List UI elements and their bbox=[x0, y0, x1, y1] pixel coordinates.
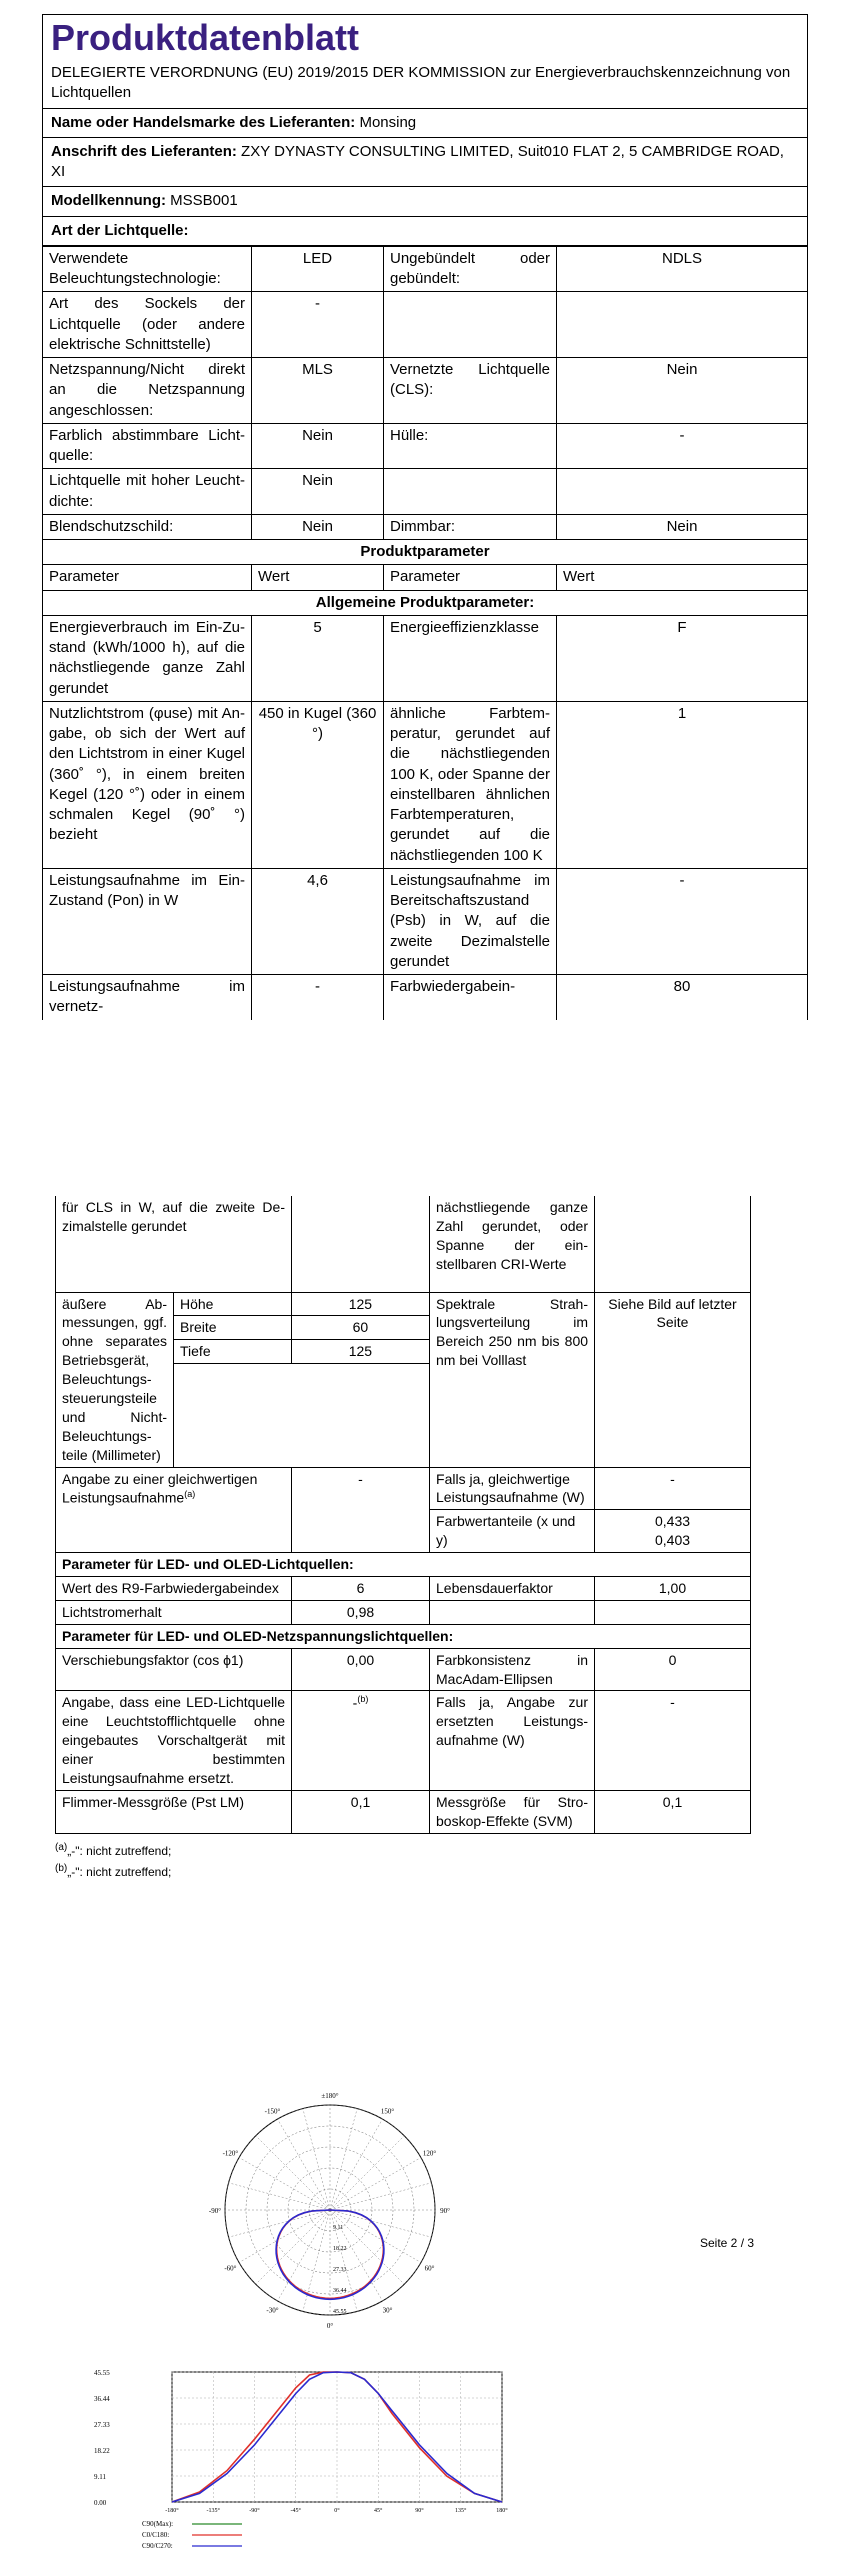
cell-v2: NDLS bbox=[557, 246, 808, 292]
chromaticity-value: 0,433 0,403 bbox=[595, 1510, 751, 1553]
table-row bbox=[43, 615, 808, 701]
angle-label: ±180° bbox=[321, 2092, 339, 2100]
legend-label: C0/C180: bbox=[142, 2531, 170, 2539]
footnote-ref: (b) bbox=[357, 1694, 369, 1705]
spectral-label: Spektrale Strahlungsverteilung im Bereich 250 nm bis 800 nm bei Volllast bbox=[430, 1292, 595, 1467]
section-led-params: Parameter für LED- und OLED-Lichtquellen: bbox=[56, 1553, 751, 1577]
radial-label: 36.44 bbox=[333, 2288, 347, 2294]
dims-value: 125 bbox=[291, 1293, 429, 1316]
cell-v2 bbox=[557, 469, 808, 515]
table-row bbox=[43, 975, 808, 1020]
table-row bbox=[56, 1691, 751, 1790]
cell-v2 bbox=[595, 1600, 751, 1624]
cell-v1: MLS bbox=[252, 358, 384, 424]
cell-l1: Leistungsaufnahme im vernetz- bbox=[43, 975, 252, 1020]
section-mains-params: Parameter für LED- und OLED-Netzspannungslichtquellen: bbox=[56, 1624, 751, 1648]
polar-spoke bbox=[330, 2210, 421, 2263]
angle-label: -30° bbox=[266, 2306, 279, 2315]
table-row bbox=[56, 1600, 751, 1624]
cell-v1: 6 bbox=[292, 1576, 430, 1600]
cell-l2 bbox=[384, 292, 557, 358]
dims-table bbox=[174, 1293, 429, 1365]
polar-spoke bbox=[303, 2109, 330, 2210]
table-row bbox=[43, 292, 808, 358]
cell-l1: Nutzlichtstrom (φuse) mit Angabe, ob sich der Wert auf den Lichtstrom in einer Kugel (360˚ °), in einem breiten Kegel (120 °˚) oder in einem schmalen Kegel (90˚ °) bezieht bbox=[43, 701, 252, 868]
cell-v1: 4,6 bbox=[252, 868, 384, 974]
legend-label: C90(Max): bbox=[142, 2520, 174, 2528]
x-tick-label: -135° bbox=[206, 2508, 220, 2514]
polar-spoke bbox=[239, 2210, 330, 2263]
datasheet-page-1 bbox=[42, 14, 808, 1020]
supplier-address-row bbox=[42, 138, 808, 188]
polar-spoke bbox=[229, 2183, 330, 2210]
section-light-source-type: Art der Lichtquelle: bbox=[42, 217, 808, 246]
cell-v2 bbox=[557, 292, 808, 358]
page-title: Produktdatenblatt bbox=[42, 14, 808, 59]
x-tick-label: 0° bbox=[334, 2508, 340, 2514]
polar-spoke bbox=[330, 2109, 357, 2210]
cell-l2: Farbkonsistenz in MacAdam-Ellipsen bbox=[430, 1648, 595, 1691]
x-tick-label: 135° bbox=[455, 2508, 467, 2514]
supplier-name-label: Name oder Handelsmarke des Lieferanten: bbox=[51, 113, 356, 131]
cell-l1: Flimmer-Messgröße (Pst LM) bbox=[56, 1790, 292, 1833]
cell-l2: Vernetzte Lichtquelle (CLS): bbox=[384, 358, 557, 424]
cell-l1: Art des Sockels der Lichtquelle (oder andere elektrische Schnittstelle) bbox=[43, 292, 252, 358]
table-row bbox=[43, 423, 808, 469]
table-row bbox=[56, 1576, 751, 1600]
equiv-label: Angabe zu einer gleichwertigen Leistungsaufnahme$^{(a)}$ bbox=[56, 1467, 292, 1553]
cell-v1: 0,00 bbox=[292, 1648, 430, 1691]
x-tick-label: -90° bbox=[249, 2508, 260, 2514]
cell-l1: Blendschutzschild: bbox=[43, 514, 252, 539]
angle-label: 90° bbox=[440, 2207, 450, 2215]
regulation-text: DELEGIERTE VERORDNUNG (EU) 2019/2015 DER KOMMISSION zur Energieverbrauchskennzeichnung von Lichtquellen bbox=[42, 59, 808, 109]
cell-v1: -$^{(b)}$ bbox=[292, 1691, 430, 1790]
y-tick-label: 0.00 bbox=[94, 2499, 107, 2507]
cell-v1: 0,1 bbox=[292, 1790, 430, 1833]
model-value: MSSB001 bbox=[170, 192, 238, 210]
chromaticity-label: Farbwertanteile (x und y) bbox=[430, 1510, 595, 1553]
cell-l1: Energieverbrauch im Ein-Zustand (kWh/1000 h), auf die nächstliegende ganze Zahl gerundet bbox=[43, 615, 252, 701]
cell-l2: Dimmbar: bbox=[384, 514, 557, 539]
cell-l2: Farbwiedergabein- bbox=[384, 975, 557, 1020]
equiv-power-label: Falls ja, gleichwertige Leistungsaufnahme (W) bbox=[430, 1467, 595, 1510]
supplier-name: Monsing bbox=[359, 113, 417, 131]
radial-label: 18.22 bbox=[333, 2246, 347, 2252]
head-value-1: Wert bbox=[252, 565, 384, 590]
cell-v1: - bbox=[252, 975, 384, 1020]
angle-label: 120° bbox=[422, 2149, 437, 2158]
angle-label: 30° bbox=[382, 2306, 393, 2315]
cell-l1: Farblich abstimmbare Lichtquelle: bbox=[43, 423, 252, 469]
dims-row bbox=[174, 1340, 429, 1364]
cell-v2: Nein bbox=[557, 514, 808, 539]
table-row bbox=[43, 514, 808, 539]
cell-v1: Nein bbox=[252, 423, 384, 469]
model-label: Modellkennung: bbox=[51, 192, 166, 210]
cell-v1: Nein bbox=[252, 514, 384, 539]
type-table bbox=[42, 246, 808, 1020]
table-row bbox=[43, 868, 808, 974]
angle-label: -90° bbox=[208, 2207, 222, 2215]
section-product-params: Produktparameter bbox=[43, 540, 808, 565]
cell-l2: ähnliche Farbtemperatur, gerundet auf die nächstliegenden 100 K, oder Spanne der einstellbaren ähnlichen Farbtemperaturen, gerundet auf die nächstliegenden 100 K bbox=[384, 701, 557, 868]
angle-label: 60° bbox=[424, 2264, 435, 2273]
cell-l1: Leistungsaufnahme im Ein-Zustand (Pon) in W bbox=[43, 868, 252, 974]
page-number: Seite 2 / 3 bbox=[700, 2236, 755, 2250]
polar-spoke bbox=[330, 2158, 421, 2211]
intensity-line-chart bbox=[92, 2352, 532, 2552]
dims-key: Breite bbox=[174, 1316, 291, 1340]
cell-l1: Lichtstromerhalt bbox=[56, 1600, 292, 1624]
cell-v2: 1,00 bbox=[595, 1576, 751, 1600]
x-tick-label: 90° bbox=[415, 2508, 424, 2514]
polar-spoke bbox=[239, 2158, 330, 2211]
footnote: $^{(b)}$„-": nicht zutreffend; bbox=[55, 1862, 172, 1879]
cell-v1: 450 in Kugel (360 °) bbox=[252, 701, 384, 868]
y-tick-label: 9.11 bbox=[94, 2473, 106, 2481]
head-parameter-2: Parameter bbox=[384, 565, 557, 590]
cell-l1: Verwendete Beleuchtungstechnologie: bbox=[43, 246, 252, 292]
cell-v1: LED bbox=[252, 246, 384, 292]
polar-spoke bbox=[278, 2119, 331, 2210]
polar-light-distribution-chart bbox=[205, 2080, 455, 2350]
x-tick-label: 180° bbox=[496, 2508, 508, 2514]
section-general-params: Allgemeine Produktparameter: bbox=[43, 590, 808, 615]
cell-l2 bbox=[430, 1600, 595, 1624]
params-table-continued bbox=[55, 1196, 751, 1834]
cell-v2: 1 bbox=[557, 701, 808, 868]
radial-label: 45.55 bbox=[333, 2309, 347, 2315]
supplier-address: ZXY DYNASTY CONSULTING LIMITED, Suit010 FLAT 2, 5 CAMBRIDGE ROAD, XI bbox=[51, 142, 784, 180]
angle-label: -150° bbox=[264, 2107, 281, 2116]
cell-v2: 0,1 bbox=[595, 1790, 751, 1833]
model-row bbox=[42, 187, 808, 216]
cell-v1: - bbox=[252, 292, 384, 358]
datasheet-page-2 bbox=[55, 1196, 751, 1882]
footnote: $^{(a)}$„-": nicht zutreffend; bbox=[55, 1841, 172, 1858]
cell-v2: - bbox=[557, 423, 808, 469]
x-tick-label: -45° bbox=[290, 2508, 301, 2514]
radial-label: 27.33 bbox=[333, 2267, 347, 2273]
dims-key: Tiefe bbox=[174, 1340, 291, 1364]
cell-l2: Leistungsaufnahme im Bereitschaftszustand (Psb) in W, auf die zweite Dezimalstelle gerundet bbox=[384, 868, 557, 974]
table-row bbox=[43, 701, 808, 868]
cell-l2: Ungebündelt oder gebündelt: bbox=[384, 246, 557, 292]
cell-v1: Nein bbox=[252, 469, 384, 515]
cell-v2: - bbox=[595, 1691, 751, 1790]
equiv-power-value: - bbox=[595, 1467, 751, 1510]
polar-spoke bbox=[256, 2210, 330, 2284]
y-tick-label: 27.33 bbox=[94, 2421, 110, 2429]
dims-key: Höhe bbox=[174, 1293, 291, 1316]
cell-l2: Falls ja, Angabe zur ersetzten Leistungsaufnahme (W) bbox=[430, 1691, 595, 1790]
footnotes bbox=[55, 1840, 751, 1882]
cell-v2: Nein bbox=[557, 358, 808, 424]
x-tick-label: -180° bbox=[165, 2508, 179, 2514]
cell-l1: Wert des R9-Farbwiedergabeindex bbox=[56, 1576, 292, 1600]
table-row bbox=[43, 246, 808, 292]
x-tick-label: 45° bbox=[374, 2508, 383, 2514]
spectral-value: Siehe Bild auf letzter Seite bbox=[595, 1292, 751, 1467]
polar-spoke bbox=[330, 2183, 431, 2210]
angle-label: 0° bbox=[326, 2322, 334, 2330]
radial-label: 9.11 bbox=[333, 2225, 344, 2231]
dims-value: 60 bbox=[291, 1316, 429, 1340]
polar-spoke bbox=[330, 2136, 404, 2210]
polar-spoke bbox=[330, 2119, 383, 2210]
cell-v2: F bbox=[557, 615, 808, 701]
table-row bbox=[43, 358, 808, 424]
page-gap bbox=[0, 1170, 843, 1190]
angle-label: -120° bbox=[222, 2149, 239, 2158]
head-parameter-1: Parameter bbox=[43, 565, 252, 590]
y-tick-label: 45.55 bbox=[94, 2369, 110, 2377]
cell-v1: 0,98 bbox=[292, 1600, 430, 1624]
cont-left-text: für CLS in W, auf die zweite Dezimalstelle gerundet bbox=[56, 1196, 292, 1292]
equiv-value: - bbox=[292, 1467, 430, 1553]
y-tick-label: 18.22 bbox=[94, 2447, 110, 2455]
y-tick-label: 36.44 bbox=[94, 2395, 110, 2403]
cell-v2: 0 bbox=[595, 1648, 751, 1691]
cell-v2: - bbox=[557, 868, 808, 974]
cell-l1: Angabe, dass eine LED-Lichtquelle eine Leuchtstofflichtquelle ohne eingebautes Vorschaltgerät mit einer bestimmten Leistungsaufnahme ersetzt. bbox=[56, 1691, 292, 1790]
cell-l1: Netzspannung/Nicht direkt an die Netzspannung angeschlossen: bbox=[43, 358, 252, 424]
cell-v2: 80 bbox=[557, 975, 808, 1020]
dims-row bbox=[174, 1316, 429, 1340]
dims-value: 125 bbox=[291, 1340, 429, 1364]
head-value-2: Wert bbox=[557, 565, 808, 590]
supplier-address-label: Anschrift des Lieferanten: bbox=[51, 142, 237, 160]
cell-l2: Energieeffizienzklasse bbox=[384, 615, 557, 701]
angle-label: -60° bbox=[224, 2264, 237, 2273]
cell-l1: Verschiebungsfaktor (cos ϕ1) bbox=[56, 1648, 292, 1691]
cell-l2: Messgröße für Stroboskop-Effekte (SVM) bbox=[430, 1790, 595, 1833]
table-row bbox=[56, 1648, 751, 1691]
dims-row bbox=[174, 1293, 429, 1316]
cell-l1: Lichtquelle mit hoher Leuchtdichte: bbox=[43, 469, 252, 515]
angle-label: 150° bbox=[380, 2107, 395, 2116]
cell-v1: 5 bbox=[252, 615, 384, 701]
dims-label: äußere Abmessungen, ggf. ohne separates Betriebsgerät, Beleuchtungssteuerungsteile und Nicht-Beleuchtungsteile (Millimeter) bbox=[56, 1292, 174, 1467]
table-row bbox=[56, 1790, 751, 1833]
cell-l2: Hülle: bbox=[384, 423, 557, 469]
cell-l2: Lebensdauerfaktor bbox=[430, 1576, 595, 1600]
polar-spoke bbox=[256, 2136, 330, 2210]
supplier-name-row bbox=[42, 109, 808, 138]
cont-right-text: nächstliegende ganze Zahl gerundet, oder Spanne der einstellbaren CRI-Werte bbox=[430, 1196, 595, 1292]
legend-label: C90/C270: bbox=[142, 2542, 173, 2550]
table-row bbox=[43, 469, 808, 515]
cell-l2 bbox=[384, 469, 557, 515]
